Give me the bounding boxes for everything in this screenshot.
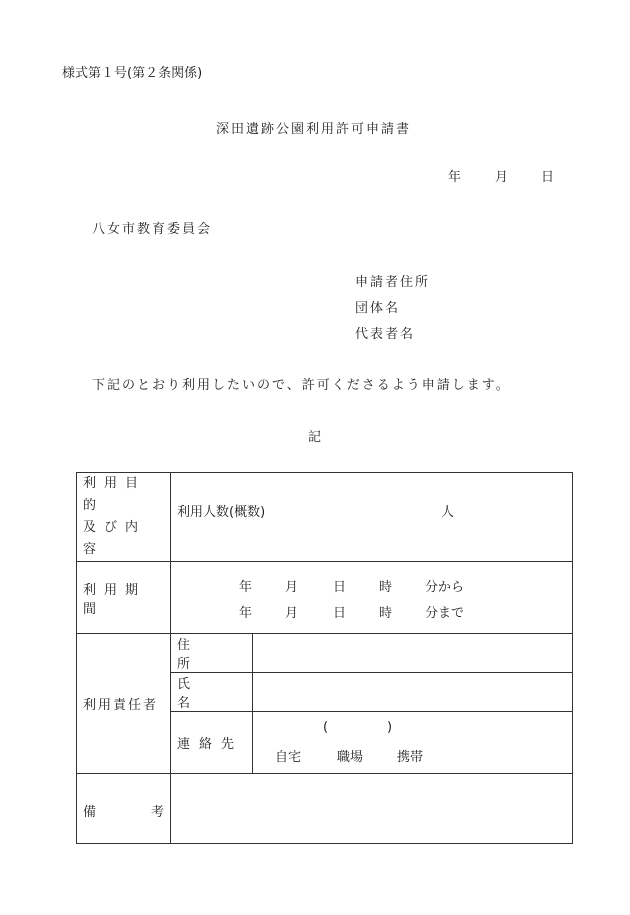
responsible-address-field[interactable] <box>253 634 573 673</box>
responsible-name-field[interactable] <box>253 673 573 712</box>
responsible-address-label: 住所 <box>177 638 231 672</box>
purpose-label-line2: 及び内容 <box>83 520 147 557</box>
period-start-year: 年 <box>239 580 253 595</box>
remarks-row <box>77 774 573 844</box>
responsible-contact-label-cell <box>171 712 253 774</box>
period-row <box>77 562 573 634</box>
period-start-minute-from: 分から <box>425 580 465 595</box>
responsible-name-label: 氏名 <box>177 677 231 711</box>
applicant-representative-label: 代表者名 <box>355 327 416 342</box>
purpose-label-line1: 利用目的 <box>83 476 147 513</box>
responsible-label: 利用責任者 <box>83 698 159 713</box>
period-end-month: 月 <box>285 606 299 621</box>
remarks-label-first: 備 <box>83 805 97 820</box>
responsible-contact-label: 連絡先 <box>177 737 244 752</box>
addressee: 八女市教育委員会 <box>92 222 213 237</box>
application-table <box>76 472 573 844</box>
document-title: 深田遺跡公園利用許可申請書 <box>216 122 412 137</box>
period-start-month: 月 <box>285 580 299 595</box>
responsible-address-label-cell <box>171 634 253 673</box>
period-start-hour: 時 <box>379 580 393 595</box>
remarks-field[interactable] <box>171 774 573 844</box>
remarks-label-second: 考 <box>151 805 165 820</box>
contact-paren-open: ( <box>323 720 329 735</box>
period-label: 利用期間 <box>83 582 147 617</box>
request-statement: 下記のとおり利用したいので、許可くださるよう申請します。 <box>92 378 511 393</box>
responsible-label-cell <box>77 634 171 774</box>
period-end-year: 年 <box>239 606 253 621</box>
date-month-label: 月 <box>495 170 509 185</box>
participant-count-label: 利用人数(概数) <box>177 505 266 520</box>
period-end-minute-until: 分まで <box>425 606 465 621</box>
form-number: 様式第１号(第２条関係) <box>62 66 203 81</box>
purpose-row <box>77 473 573 562</box>
date-day-label: 日 <box>541 170 555 185</box>
period-end-day: 日 <box>333 606 347 621</box>
contact-paren-close: ) <box>387 720 393 735</box>
applicant-group-label: 団体名 <box>355 301 401 316</box>
responsible-address-row <box>77 634 573 673</box>
contact-home: 自宅 <box>275 750 302 765</box>
purpose-label-cell <box>77 473 171 562</box>
period-label-cell <box>77 562 171 634</box>
participant-count-unit: 人 <box>441 505 455 520</box>
contact-work: 職場 <box>337 750 364 765</box>
applicant-address-label: 申請者住所 <box>355 275 431 290</box>
contact-mobile: 携帯 <box>397 750 424 765</box>
responsible-contact-field[interactable] <box>253 712 573 774</box>
ki-heading: 記 <box>308 430 322 445</box>
period-start-day: 日 <box>333 580 347 595</box>
responsible-name-label-cell <box>171 673 253 712</box>
date-year-label: 年 <box>448 170 462 185</box>
period-end-hour: 時 <box>379 606 393 621</box>
period-content-cell[interactable] <box>171 562 573 634</box>
purpose-content-cell[interactable] <box>171 473 573 562</box>
remarks-label-cell <box>77 774 171 844</box>
